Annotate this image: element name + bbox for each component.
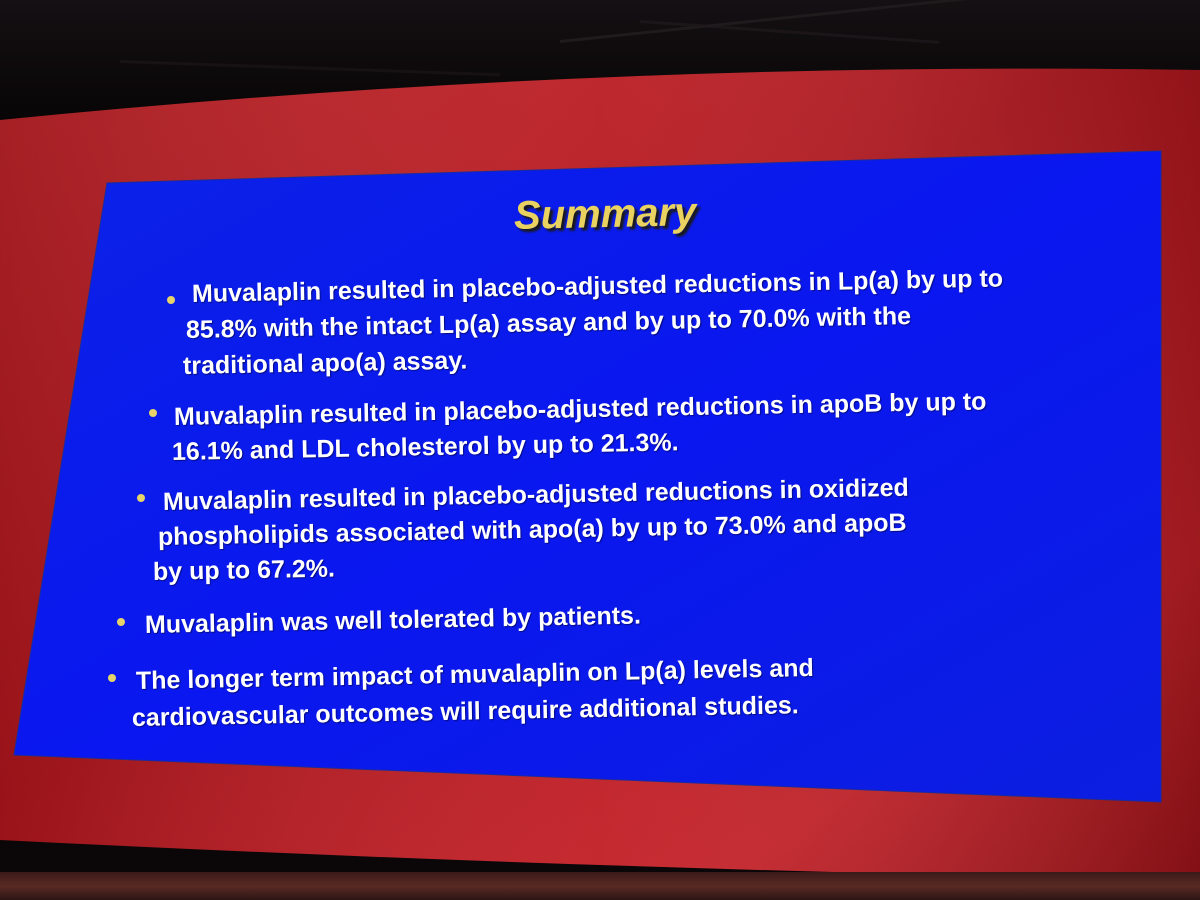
bullet-3-line-3: by up to 67.2%.	[152, 554, 336, 586]
slide-title: Summary	[513, 190, 697, 238]
bullet-5-line-1: The longer term impact of muvalaplin on Lp(a) levels and	[135, 653, 815, 695]
bullet-3-line-2: phospholipids associated with apo(a) by up to 73.0% and apoB	[157, 508, 907, 551]
bullet-1-line-2: 85.8% with the intact Lp(a) assay and by up to 70.0% with the	[185, 302, 912, 344]
bullet-3-line-1: Muvalaplin resulted in placebo-adjusted reductions in oxidized	[162, 473, 910, 516]
bullet-5-line-2: cardiovascular outcomes will require additional studies.	[131, 691, 799, 732]
audience-floor	[0, 872, 1200, 900]
bullet-2-line-2: 16.1% and LDL cholesterol by up to 21.3%.	[171, 428, 679, 466]
bullet-1-line-1: Muvalaplin resulted in placebo-adjusted reductions in Lp(a) by up to	[191, 264, 1004, 308]
bullet-4-line-1: Muvalaplin was well tolerated by patients.	[144, 601, 642, 639]
bullet-2-line-1: Muvalaplin resulted in placebo-adjusted reductions in apoB by up to	[173, 387, 987, 431]
bullet-1-line-3: traditional apo(a) assay.	[182, 346, 468, 380]
